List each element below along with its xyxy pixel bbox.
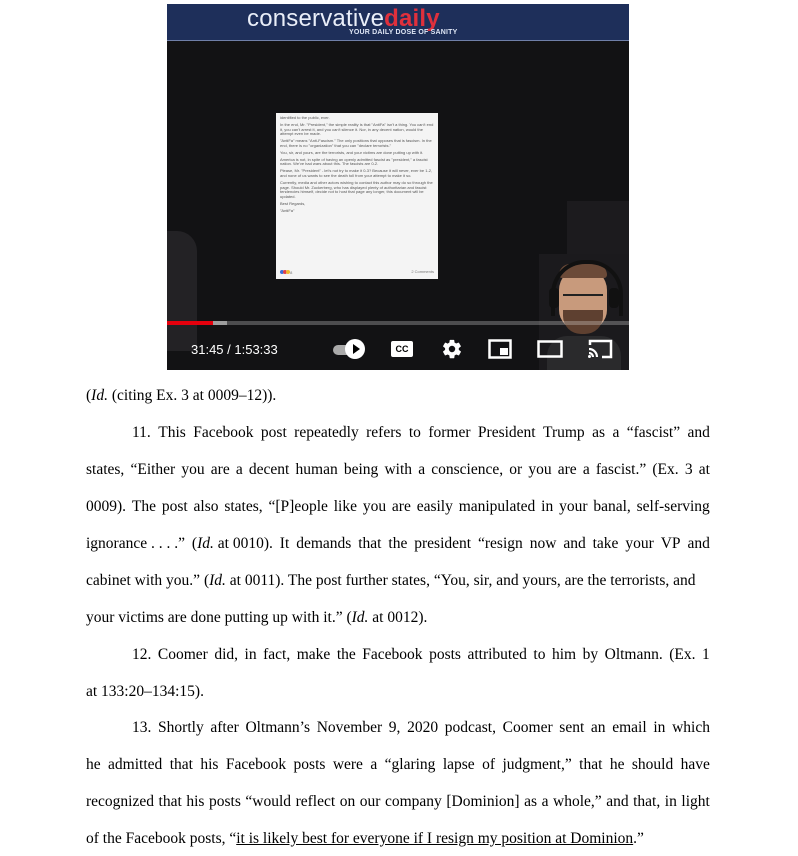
- miniplayer-icon: [488, 339, 512, 359]
- text-run: .”: [633, 830, 644, 847]
- word: Coomer: [157, 646, 208, 663]
- word: VP: [660, 535, 681, 552]
- post-footer: [280, 270, 434, 276]
- word: and: [606, 793, 629, 810]
- word: should: [631, 756, 674, 773]
- word: [Dominion]: [446, 793, 520, 810]
- post-paragraph: America is not, in spite of having an openly admitted fascist as "president," a fascist nation. We've had wars about this. The fascists are 0-2.: [280, 156, 428, 167]
- word: “would: [245, 793, 292, 810]
- word: the: [388, 535, 408, 552]
- word: 9,: [388, 719, 401, 736]
- word: easily: [416, 498, 453, 515]
- theater-icon: [537, 340, 563, 358]
- word: 2020: [407, 719, 439, 736]
- word: a: [418, 461, 426, 478]
- word: as: [524, 793, 538, 810]
- text-run: your victims are done putting up with it.” (: [86, 609, 352, 626]
- word: you: [528, 461, 552, 478]
- word: post: [161, 498, 188, 515]
- miniplayer-button[interactable]: [487, 334, 513, 364]
- word: that: [358, 535, 382, 552]
- word: take: [592, 535, 619, 552]
- post-signature: "AntiFa": [280, 207, 295, 213]
- word: refers: [366, 424, 402, 441]
- word: a: [370, 756, 378, 773]
- word: his: [200, 756, 219, 773]
- document-line: [86, 460, 710, 480]
- word: that: [158, 793, 182, 810]
- word: decent: [248, 461, 290, 478]
- word: self-serving: [636, 498, 710, 515]
- word: Oltmann.: [604, 646, 663, 663]
- word: also: [193, 498, 219, 515]
- word: conscience,: [431, 461, 504, 478]
- word: to: [533, 646, 546, 663]
- facebook-post-screenshot: [276, 113, 438, 279]
- video-player[interactable]: [167, 4, 629, 370]
- word: banal,: [593, 498, 631, 515]
- reactions-icon: [280, 270, 292, 275]
- document-line: at 133:20–134:15).: [86, 683, 204, 700]
- channel-tagline: YOUR DAILY DOSE OF SANITY: [349, 29, 458, 36]
- word: Facebook: [225, 756, 287, 773]
- word: posts: [208, 793, 241, 810]
- word: a: [235, 461, 243, 478]
- word: are: [391, 498, 411, 515]
- post-paragraph: You, sir, and yours, are the terrorists, and your victims are done putting up with it.: [280, 149, 424, 155]
- gear-icon: [441, 338, 463, 360]
- word: reflect: [295, 793, 336, 810]
- word: Shortly: [158, 719, 204, 736]
- word: 12.: [132, 646, 152, 663]
- theater-mode-button[interactable]: [537, 334, 563, 364]
- word: have: [680, 756, 710, 773]
- word: “[P]eople: [268, 498, 328, 515]
- time-display: 31:45 / 1:53:33: [191, 341, 278, 357]
- word: are: [210, 461, 230, 478]
- word: whole,”: [553, 793, 602, 810]
- word: a: [541, 793, 549, 810]
- headset-ear-right: [609, 288, 619, 308]
- document-line: [86, 497, 710, 517]
- word: and: [563, 535, 586, 552]
- document-line: [132, 423, 710, 443]
- word: fact,: [263, 646, 291, 663]
- word: The: [131, 498, 156, 515]
- word: Facebook: [362, 646, 423, 663]
- player-controls: [167, 334, 629, 364]
- post-paragraph: In the end, Mr. "President," the simple reality is that "AntiFa" isn't a thing. You can't end it, you can't arrest it, and you can't silence it. Nor, in any decent nation, would the attempt even be made.: [280, 121, 434, 137]
- document-line: [132, 645, 710, 665]
- text-run: of the Facebook posts, “: [86, 830, 237, 847]
- word: “Either: [130, 461, 176, 478]
- word: 1: [702, 646, 710, 663]
- reaction-count: 8: [290, 270, 293, 275]
- word: (Id. at 0010).: [191, 535, 273, 552]
- cast-button[interactable]: [586, 334, 614, 364]
- word: with: [384, 461, 413, 478]
- word: 13.: [132, 719, 152, 736]
- headset-ear-left: [549, 288, 559, 308]
- text-run: at 0012).: [368, 609, 428, 626]
- word: former: [428, 424, 471, 441]
- word: in: [664, 793, 677, 810]
- word: that: [579, 756, 603, 773]
- post-paragraph: "AntiFa" means "Anti-Fascism." The only positions that opposes that is fascism. In the end, there is no "organization" that you can "declare terrorists.": [280, 138, 432, 148]
- document-line: [86, 829, 644, 849]
- word: and: [687, 535, 710, 552]
- word: he: [86, 756, 101, 773]
- word: (Ex.: [669, 646, 696, 663]
- post-body: [276, 113, 438, 200]
- word: at: [698, 461, 710, 478]
- word: 0009).: [86, 498, 127, 515]
- captions-button[interactable]: [390, 334, 414, 364]
- word: fascist.”: [595, 461, 647, 478]
- word: podcast,: [444, 719, 496, 736]
- word: by: [582, 646, 599, 663]
- word: or: [509, 461, 523, 478]
- word: demands: [296, 535, 352, 552]
- word: were: [332, 756, 363, 773]
- post-paragraph: Currently, media and other actors wishing to contact this author may do so through the page. Should Mr. Zuckerberg, who has displayed plenty of authoritarian and fascist tendencies himself, decide not to host that page any longer, this document will be updated.: [280, 179, 433, 200]
- background-shape: [167, 231, 197, 351]
- text-run: cabinet with you.” (: [86, 572, 210, 589]
- word: judgment,”: [502, 756, 572, 773]
- word: to: [408, 424, 421, 441]
- text-run: Id.: [351, 609, 369, 626]
- comment-count: 2 Comments: [411, 269, 434, 274]
- autoplay-toggle[interactable]: [333, 334, 367, 364]
- channel-banner: [167, 4, 629, 41]
- word: he: [609, 756, 625, 773]
- word: Trump: [543, 424, 585, 441]
- word: being: [343, 461, 379, 478]
- word: in: [653, 719, 666, 736]
- document-line: [86, 755, 710, 775]
- text-run: Id.: [91, 387, 108, 404]
- word: posts: [293, 756, 326, 773]
- word: after: [210, 719, 239, 736]
- captions-icon: CC: [391, 341, 413, 357]
- word: 11.: [132, 424, 151, 441]
- brand-accent: daily: [384, 5, 440, 32]
- word: and: [687, 424, 710, 441]
- document-line: [86, 386, 276, 406]
- word: sent: [559, 719, 585, 736]
- brand-main: conservative: [247, 5, 385, 32]
- document-line: [86, 534, 710, 554]
- word: our: [359, 793, 381, 810]
- post-paragraph: identified to the public, ever.: [280, 115, 330, 120]
- word: (Ex.: [652, 461, 679, 478]
- word: “fascist”: [626, 424, 681, 441]
- word: lapse: [442, 756, 475, 773]
- text-run: (citing Ex. 3 at 0009–12)).: [107, 387, 277, 404]
- word: you: [181, 461, 205, 478]
- word: posts: [429, 646, 461, 663]
- text-run: at 0011). The post further states, “You, sir, and yours, are the terrorists, and: [225, 572, 696, 589]
- word: President: [477, 424, 536, 441]
- word: states,: [224, 498, 263, 515]
- word: like: [333, 498, 357, 515]
- document-line: [86, 792, 710, 812]
- word: It: [279, 535, 290, 552]
- word: that: [169, 756, 193, 773]
- word: manipulated: [458, 498, 536, 515]
- word: Facebook: [193, 424, 254, 441]
- word: recognized: [86, 793, 154, 810]
- word: post: [260, 424, 287, 441]
- word: states,: [86, 461, 125, 478]
- word: “glaring: [384, 756, 436, 773]
- word: did,: [214, 646, 239, 663]
- underlined-quote: it is likely best for everyone if I resign my position at Dominion: [236, 830, 634, 847]
- word: human: [295, 461, 338, 478]
- text-run: (: [86, 387, 92, 404]
- word: the: [336, 646, 356, 663]
- word: company: [384, 793, 442, 810]
- settings-button[interactable]: [440, 334, 464, 364]
- text-run: Id.: [209, 572, 226, 589]
- word: in: [541, 498, 554, 515]
- document-line: [86, 571, 696, 591]
- word: that,: [633, 793, 661, 810]
- word: ignorance . . . .”: [86, 535, 185, 552]
- word: email: [612, 719, 647, 736]
- document-line: [86, 608, 427, 628]
- word: admitted: [108, 756, 163, 773]
- progress-played: [167, 321, 213, 325]
- word: as: [592, 424, 606, 441]
- word: on: [339, 793, 356, 810]
- word: Oltmann’s: [245, 719, 311, 736]
- word: 3: [684, 461, 693, 478]
- word: now: [529, 535, 557, 552]
- word: light: [681, 793, 710, 810]
- post-signoff: Best Regards,: [280, 200, 306, 206]
- play-icon: [345, 339, 365, 359]
- word: him: [551, 646, 577, 663]
- post-paragraph: Please, Mr. "President" - let's not try to make it 0-3? Because it will never, ever be 1-2, and none of us wants to see the death toll from your attempt to make it so.: [280, 168, 433, 178]
- word: his: [186, 793, 205, 810]
- document-line: [132, 718, 710, 738]
- word: make: [296, 646, 331, 663]
- word: This: [158, 424, 186, 441]
- word: November: [316, 719, 383, 736]
- word: an: [590, 719, 606, 736]
- word: president: [414, 535, 472, 552]
- word: a: [582, 461, 590, 478]
- word: attributed: [467, 646, 527, 663]
- word: in: [244, 646, 257, 663]
- word: you: [362, 498, 387, 515]
- word: “resign: [478, 535, 523, 552]
- word: a: [612, 424, 620, 441]
- word: of: [482, 756, 496, 773]
- word: Coomer: [502, 719, 553, 736]
- progress-bar[interactable]: [167, 321, 629, 325]
- word: repeatedly: [294, 424, 359, 441]
- cast-icon: [587, 339, 613, 359]
- word: are: [557, 461, 577, 478]
- word: your: [559, 498, 588, 515]
- word: your: [625, 535, 654, 552]
- word: which: [672, 719, 710, 736]
